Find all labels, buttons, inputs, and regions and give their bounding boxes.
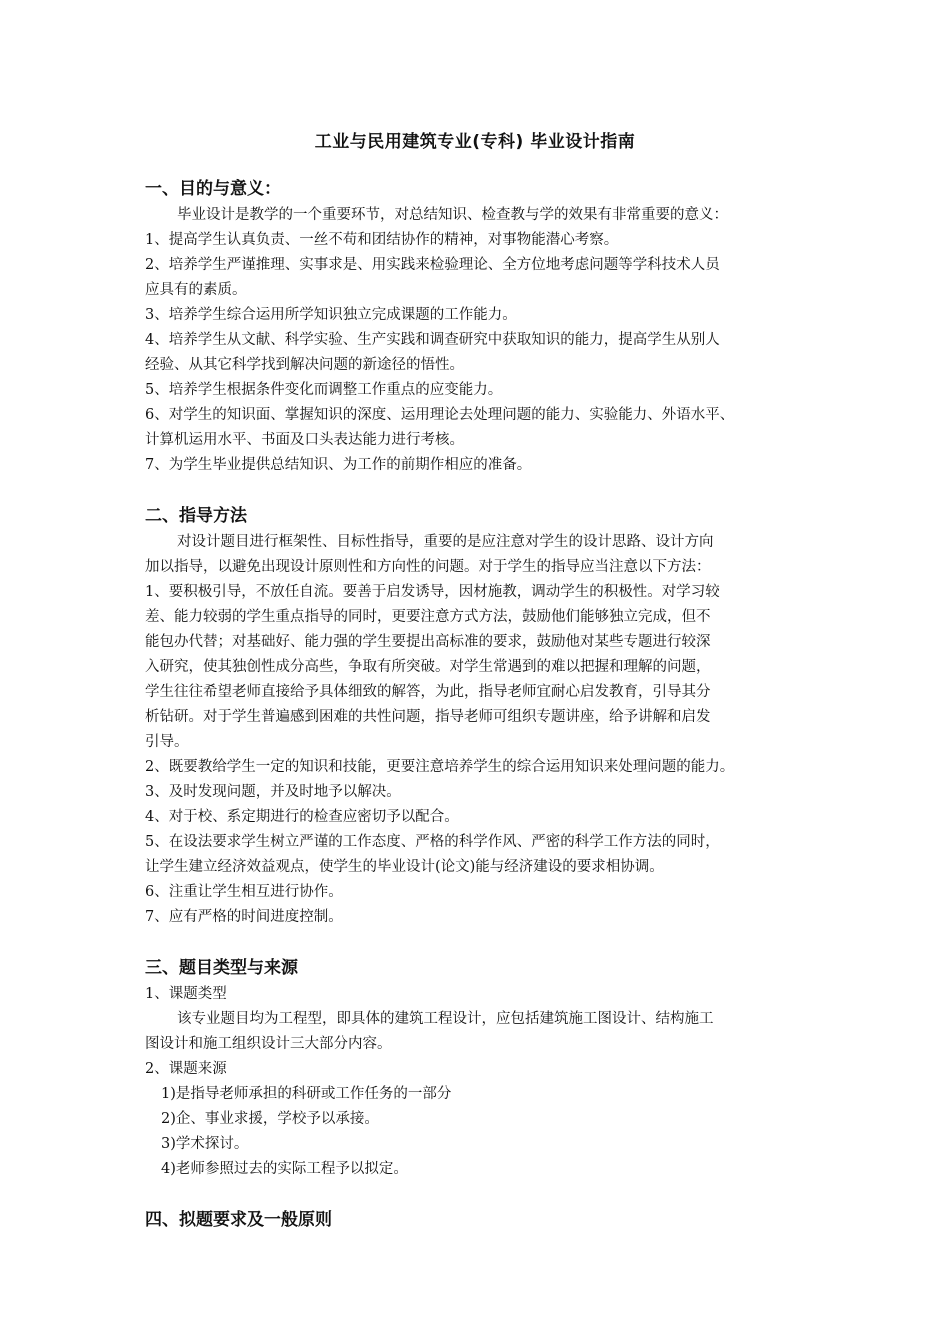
paragraph-line: 经验、从其它科学找到解决问题的新途径的悟性。	[145, 357, 464, 373]
paragraph-line: 2、既要教给学生一定的知识和技能，更要注意培养学生的综合运用知识来处理问题的能力。	[145, 759, 735, 775]
paragraph-line: 析钻研。对于学生普遍感到困难的共性问题，指导老师可组织专题讲座，给予讲解和启发	[145, 709, 711, 725]
section-spacer	[145, 478, 835, 503]
paragraph-line: 差、能力较弱的学生重点指导的同时，更要注意方式方法，鼓励他们能够独立完成，但不	[145, 609, 711, 625]
paragraph-line: 6、注重让学生相互进行协作。	[145, 884, 343, 900]
paragraph-line: 5、培养学生根据条件变化而调整工作重点的应变能力。	[145, 382, 503, 398]
paragraph-line: 加以指导，以避免出现设计原则性和方向性的问题。对于学生的指导应当注意以下方法：	[145, 559, 711, 575]
paragraph-line: 7、为学生毕业提供总结知识、为工作的前期作相应的准备。	[145, 457, 532, 473]
paragraph-line: 3、培养学生综合运用所学知识独立完成课题的工作能力。	[145, 307, 517, 323]
paragraph-line: 3、及时发现问题，并及时地予以解决。	[145, 784, 401, 800]
paragraph-line: 入研究，使其独创性成分高些，争取有所突破。对学生常遇到的难以把握和理解的问题，	[145, 659, 711, 675]
paragraph-line: 1、课题类型	[145, 986, 227, 1002]
paragraph-line: 1、提高学生认真负责、一丝不苟和团结协作的精神，对事物能潜心考察。	[145, 232, 619, 248]
paragraph-line: 计算机运用水平、书面及口头表达能力进行考核。	[145, 432, 464, 448]
paragraph-line: 4、对于校、系定期进行的检查应密切予以配合。	[145, 809, 459, 825]
paragraph-line: 5、在设法要求学生树立严谨的工作态度、严格的科学作风、严密的科学工作方法的同时，	[145, 834, 720, 850]
section-heading: 四、拟题要求及一般原则	[145, 1210, 332, 1230]
paragraph-line: 学生往往希望老师直接给予具体细致的解答，为此，指导老师宜耐心启发教育，引导其分	[145, 684, 711, 700]
paragraph-line: 1)是指导老师承担的科研或工作任务的一部分	[161, 1086, 452, 1102]
paragraph-line: 对设计题目进行框架性、目标性指导，重要的是应注意对学生的设计思路、设计方向	[177, 534, 714, 550]
paragraph-line: 能包办代替；对基础好、能力强的学生要提出高标准的要求，鼓励他对某些专题进行较深	[145, 634, 711, 650]
paragraph-line: 让学生建立经济效益观点，使学生的毕业设计(论文)能与经济建设的要求相协调。	[145, 859, 664, 875]
section-heading: 二、指导方法	[145, 506, 247, 526]
section	[145, 955, 835, 1182]
section	[145, 1207, 835, 1234]
paragraph-line: 4、培养学生从文献、科学实验、生产实践和调查研究中获取知识的能力，提高学生从别人	[145, 332, 720, 348]
paragraph-line: 2、培养学生严谨推理、实事求是、用实践来检验理论、全方位地考虑问题等学科技术人员	[145, 257, 720, 273]
paragraph-line: 应具有的素质。	[145, 282, 247, 298]
section-heading: 一、目的与意义：	[145, 179, 281, 199]
paragraph-line: 2、课题来源	[145, 1061, 227, 1077]
paragraph-line: 1、要积极引导，不放任自流。要善于启发诱导，因材施教，调动学生的积极性。对学习较	[145, 584, 720, 600]
paragraph-line: 3)学术探讨。	[161, 1136, 249, 1152]
document-title: 工业与民用建筑专业(专科) 毕业设计指南	[314, 132, 636, 152]
section-spacer	[145, 1182, 835, 1207]
section	[145, 503, 835, 930]
paragraph-line: 该专业题目均为工程型，即具体的建筑工程设计，应包括建筑施工图设计、结构施工	[177, 1011, 714, 1027]
section	[145, 176, 835, 478]
paragraph-line: 2)企、事业求援，学校予以承接。	[161, 1111, 379, 1127]
paragraph-line: 6、对学生的知识面、掌握知识的深度、运用理论去处理问题的能力、实验能力、外语水平、	[145, 407, 735, 423]
paragraph-line: 7、应有严格的时间进度控制。	[145, 909, 343, 925]
section-heading: 三、题目类型与来源	[145, 958, 298, 978]
paragraph-line: 图设计和施工组织设计三大部分内容。	[145, 1036, 392, 1052]
document-body	[145, 176, 835, 1234]
paragraph-line: 4)老师参照过去的实际工程予以拟定。	[161, 1161, 408, 1177]
paragraph-line: 引导。	[145, 734, 189, 750]
section-spacer	[145, 930, 835, 955]
paragraph-line: 毕业设计是教学的一个重要环节，对总结知识、检查教与学的效果有非常重要的意义：	[177, 207, 728, 223]
